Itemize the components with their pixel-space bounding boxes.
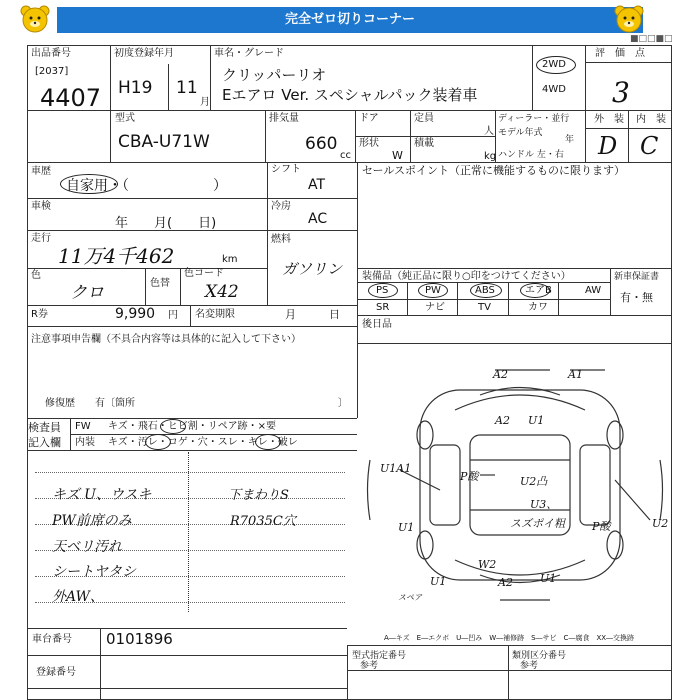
first-registration-label: 初度登録年月 [114,48,174,59]
load-label: 積載 [414,138,434,149]
type-designation-ref: 参考 [360,661,379,671]
displacement: 660 [305,134,338,154]
mileage-unit: km [222,254,238,265]
vehicle-type: CBA-U71W [118,132,210,152]
chip-circle [160,419,186,434]
warranty-label: 新車保証書 [614,272,660,282]
drive-4wd: 4WD [542,84,566,95]
equip-abs: ABS [475,285,495,296]
registration-number-label: 登録番号 [36,667,76,678]
drive-2wd: 2WD [542,59,566,70]
exterior-label: 外 装 [594,114,624,125]
color-code-label: 色コード [184,268,224,279]
inspection-label: 車検 [31,201,51,212]
lot-sub-number: [2037] [35,66,69,77]
lot-number: 4407 [40,84,102,112]
equipment-label: 装備品（純正品に限り○印をつけてください） [362,271,571,282]
inspector-note-2: PW前席のみ [52,513,132,529]
history-label: 車歴 [31,166,51,177]
category-number-label: 類別区分番号 [512,651,567,661]
fw-items: キズ・飛石・ヒビ割・リペア跡・×要 [108,421,276,432]
load-unit: kg [484,151,497,162]
type-designation-label: 型式指定番号 [352,651,407,661]
later-items-label: 後日品 [362,319,392,330]
recycle-label: R券 [31,309,48,320]
stamp-fragment: ■□□■□ [630,34,673,44]
score-label: 評 価 点 [595,48,645,59]
door-label: ドア [359,113,379,124]
bear-mascot-icon [18,4,52,34]
color-swap-label: 色替 [150,278,170,289]
vehicle-history: 自家用・（ ） [66,178,227,194]
capacity-label: 定員 [414,113,434,124]
month-suffix: 月 [200,97,210,108]
cooler-label: 冷房 [271,201,291,212]
inspector-note-right-1: 下まわりS [228,488,289,503]
registration-month: 11 [176,78,198,98]
inspection-date: 年 月( 日) [115,216,217,231]
equip-ps: PS [376,285,389,296]
repair-history-end: 〕 [338,398,348,409]
notes-label: 注意事項申告欄（不具合内容等は具体的に記入して下さい） [31,334,301,345]
handle-label: ハンドル 左・右 [498,150,564,160]
diagram-mark-6: P酸 [460,470,479,483]
diagram-mark-7: U2凸 [520,475,548,488]
diagram-mark-12: U1 [398,521,415,534]
capacity-unit: 人 [484,126,494,137]
bear-mascot-icon [612,4,646,34]
diagram-mark-9: スズポイ粗 [510,517,565,530]
overall-score: 3 [612,76,630,109]
model-grade: Eエアロ Ver. スペシャルパック装着車 [222,86,478,104]
diagram-mark-17: スペア [398,593,422,602]
name-change-deadline: 月 日 [285,308,340,321]
page-title-banner: 完全ゼロ切りコーナー [57,7,643,33]
car-damage-diagram [360,350,670,630]
interior-grade: C [640,132,659,160]
recycle-unit: 円 [168,310,178,321]
category-number-ref: 参考 [520,661,539,671]
displacement-label: 排気量 [269,113,299,124]
mileage: 11万4千462 [58,244,175,268]
model-grade-label: 車名・グレード [214,48,284,59]
interior-inspect-items: キズ・汚レ・コゲ・穴・スレ・キレ・破レ [108,437,298,448]
interior-inspect-label: 内装 [75,437,95,448]
interior-label: 内 装 [636,114,666,125]
diagram-mark-8: U3、 [530,498,558,511]
inspector-note-5: 外AW、 [52,589,104,605]
chassis-number: 0101896 [106,630,173,648]
body-shape: W [392,149,403,162]
equip-leather: カワ [528,302,548,313]
diagram-mark-2: A1 [568,368,583,381]
displacement-unit: cc [340,150,351,161]
cooler-type: AC [308,211,328,227]
stain-circle [145,434,171,450]
diagram-mark-15: A2 [498,576,513,589]
shift-label: シフト [271,164,301,175]
diagram-mark-11: U2 [652,517,669,530]
dealer-label: ディーラー・並行 [498,114,570,124]
inspector-label: 検査員 [28,421,61,434]
recycle-amount: 9,990 [115,306,156,322]
chassis-number-label: 車台番号 [32,634,72,645]
registration-year: H19 [118,78,153,98]
year-unit: 年 [565,135,575,145]
equip-tv: TV [478,302,491,313]
repair-history-label: 修復歴 有〔箇所 [45,398,135,409]
mileage-label: 走行 [31,233,51,244]
diagram-mark-14: W2 [478,558,497,571]
color-code: X42 [205,282,239,302]
diagram-legend: A―キズ E―エクボ U―凹み W―補修跡 S―サビ C―腐食 XX―交換跡 [384,634,635,642]
diagram-mark-1: A2 [493,368,508,381]
lot-number-label: 出品番号 [31,48,71,59]
diagram-mark-10: P酸 [592,520,611,533]
name-change-label: 名変期限 [195,309,235,320]
inspector-note-1: キズ U、ウスキ [52,487,152,503]
fuel-label: 燃料 [271,234,291,245]
exterior-grade: D [598,132,618,160]
shape-label: 形状 [359,138,379,149]
fuel-type: ガソリン [282,260,343,278]
color-label: 色 [31,270,41,281]
inspector-note-3: 天ベリ汚れ [52,539,122,555]
equip-aw: AW [585,285,602,296]
diagram-mark-16: U1 [540,572,557,585]
shift-type: AT [308,177,326,193]
model-name: クリッパーリオ [222,66,327,84]
inspector-note-right-2: R7035C穴 [230,514,296,529]
diagram-mark-5: U1A1 [380,462,412,475]
equip-airbag: エアB [525,285,552,296]
equip-navi: ナビ [425,302,445,313]
diagram-mark-13: U1 [430,575,447,588]
diagram-mark-4: U1 [528,414,545,427]
warranty-value: 有・無 [620,291,653,304]
wear-circle [255,434,281,450]
fw-label: FW [75,421,91,432]
sales-point-label: セールスポイント（正常に機能するものに限ります） [362,164,626,177]
inspector-label-2: 記入欄 [28,436,61,449]
type-label: 型式 [115,113,135,124]
equip-pw: PW [425,285,441,296]
model-year-label: モデル年式 [498,128,543,138]
diagram-mark-3: A2 [495,414,510,427]
vehicle-color: クロ [70,283,104,303]
equip-sr: SR [376,302,390,313]
inspector-note-4: シートヤタシ [52,564,136,580]
